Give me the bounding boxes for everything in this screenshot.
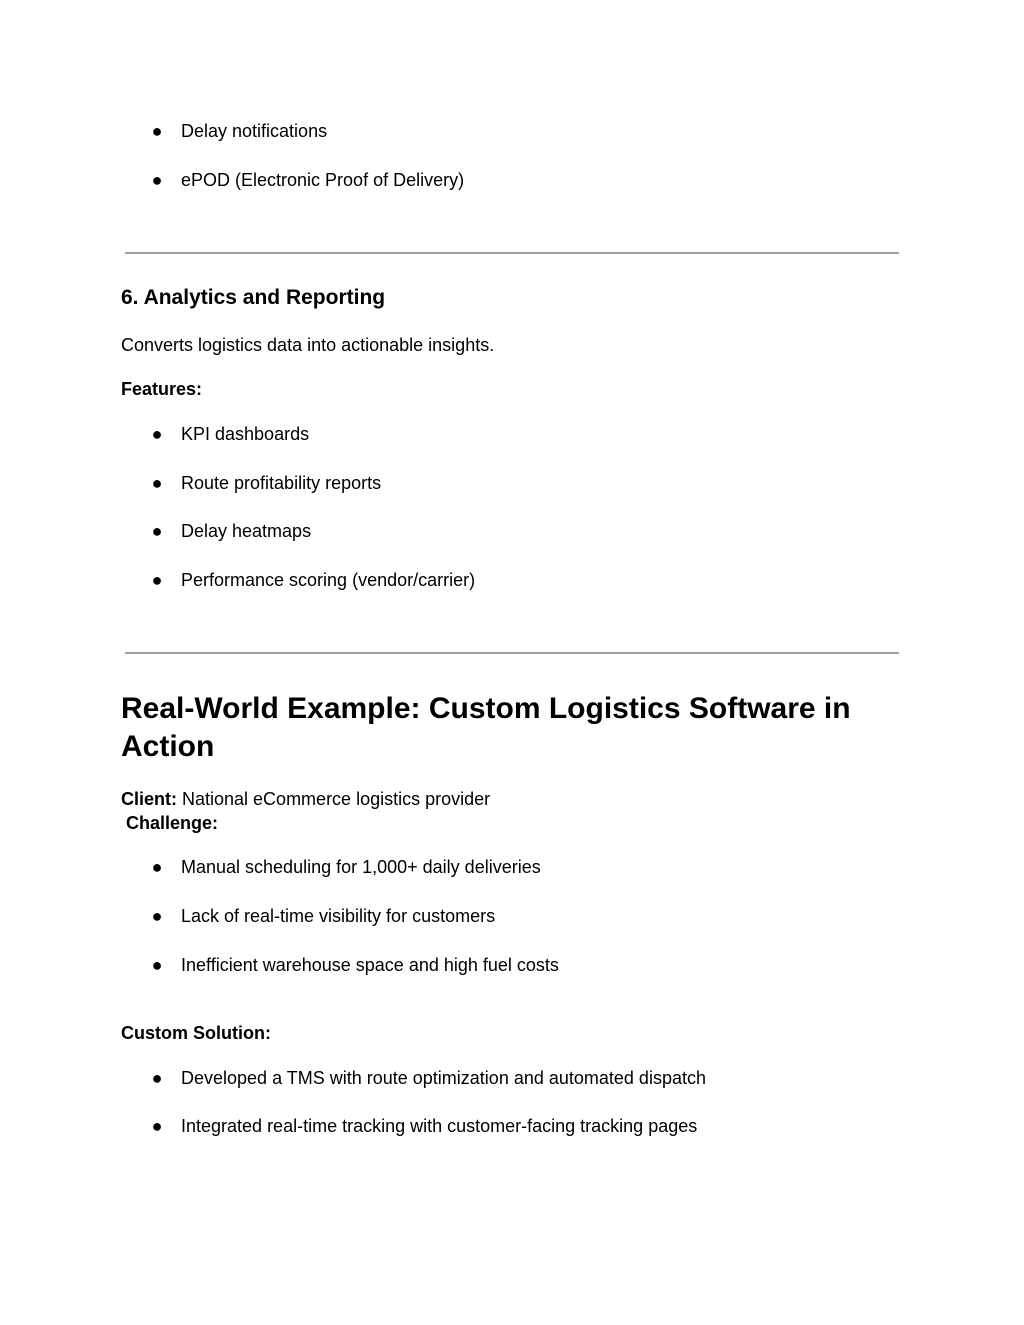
bullet-icon: ● [151, 170, 163, 190]
bullet-icon: ● [151, 121, 163, 141]
horizontal-divider [125, 652, 899, 654]
list-item: Delay notifications [181, 121, 328, 141]
solution-label: Custom Solution: [121, 1023, 271, 1043]
bullet-icon: ● [151, 1068, 163, 1088]
list-item: Integrated real-time tracking with customer-facing tracking pages [181, 1116, 698, 1136]
list-item: Inefficient warehouse space and high fuel costs [181, 955, 559, 975]
features-label: Features: [121, 379, 203, 399]
section-heading: 6. Analytics and Reporting [121, 286, 386, 309]
list-item: Developed a TMS with route optimization and automated dispatch [181, 1068, 706, 1088]
bullet-icon: ● [151, 1116, 163, 1136]
bullet-icon: ● [151, 906, 163, 926]
list-item: Manual scheduling for 1,000+ daily deliveries [181, 857, 541, 877]
horizontal-divider [125, 252, 899, 254]
client-line [121, 788, 490, 810]
challenge-label: Challenge: [126, 813, 219, 833]
bullet-icon: ● [151, 955, 163, 975]
list-item: Performance scoring (vendor/carrier) [181, 570, 476, 590]
list-item: Lack of real-time visibility for customers [181, 906, 496, 926]
bullet-icon: ● [151, 857, 163, 877]
bullet-icon: ● [151, 424, 163, 444]
section-description: Converts logistics data into actionable insights. [121, 335, 495, 355]
list-item: KPI dashboards [181, 424, 310, 444]
bullet-icon: ● [151, 521, 163, 541]
client-value: National eCommerce logistics provider [177, 789, 491, 809]
list-item: Route profitability reports [181, 473, 382, 493]
example-heading: Real-World Example: Custom Logistics Software in Action [121, 692, 851, 763]
bullet-icon: ● [151, 473, 163, 493]
list-item: Delay heatmaps [181, 521, 312, 541]
list-item: ePOD (Electronic Proof of Delivery) [181, 170, 465, 190]
bullet-icon: ● [151, 570, 163, 590]
client-label: Client: [121, 789, 177, 809]
